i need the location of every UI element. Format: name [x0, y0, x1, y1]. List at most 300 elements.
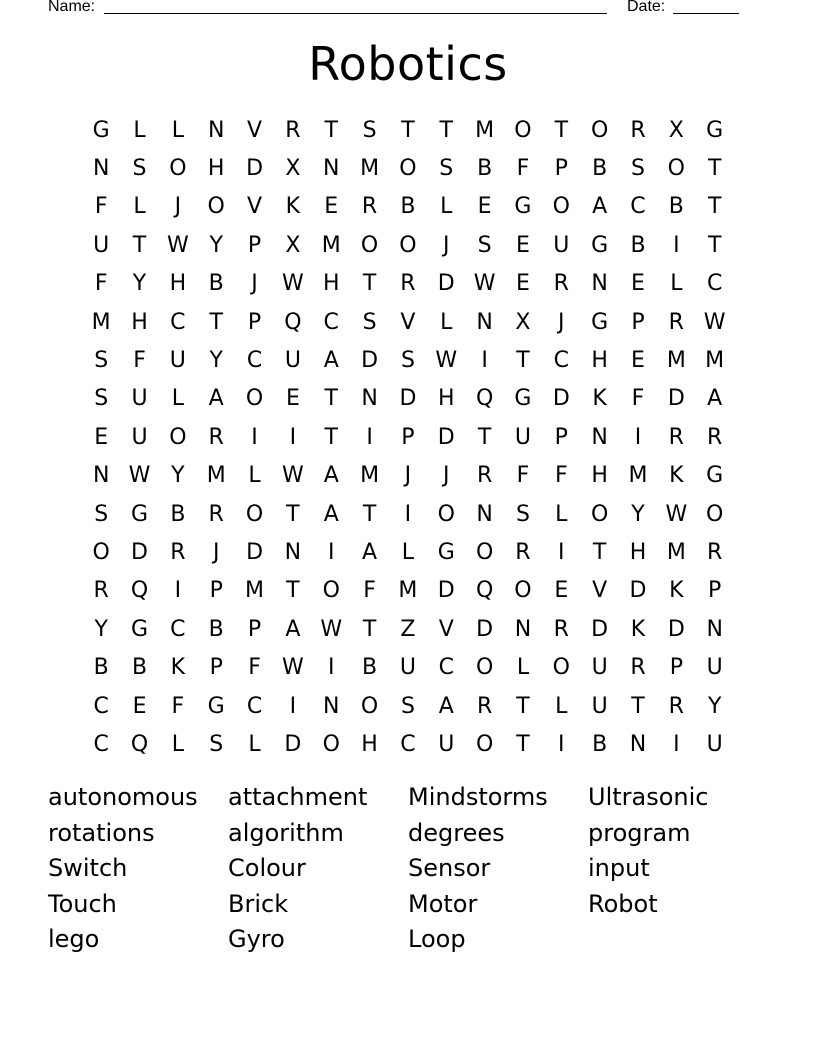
grid-letter: K: [669, 463, 684, 489]
grid-letter: P: [669, 655, 683, 681]
grid-letter: D: [437, 424, 455, 450]
grid-letter: T: [631, 693, 645, 719]
grid-letter: Y: [631, 501, 645, 527]
grid-letter: J: [174, 194, 182, 220]
grid-letter: D: [246, 539, 264, 565]
grid-letter: C: [438, 655, 454, 681]
grid-letter: R: [208, 501, 224, 527]
grid-letter: Y: [132, 271, 147, 297]
grid-letter: E: [554, 578, 569, 604]
grid-letter: D: [246, 156, 264, 182]
grid-letter: A: [592, 194, 608, 220]
grid-letter: G: [591, 232, 609, 258]
word-bank-item: Sensor: [408, 854, 491, 883]
grid-letter: N: [476, 309, 493, 335]
grid-letter: N: [629, 731, 647, 757]
grid-letter: B: [170, 501, 186, 527]
grid-letter: N: [207, 117, 225, 143]
grid-letter: R: [515, 539, 531, 565]
grid-letter: T: [707, 156, 722, 182]
grid-letter: N: [514, 616, 532, 642]
grid-letter: R: [668, 693, 684, 719]
grid-letter: U: [514, 424, 531, 450]
grid-letter: C: [706, 271, 723, 297]
word-bank-item: Robot: [588, 889, 658, 918]
grid-letter: G: [92, 117, 110, 143]
grid-letter: D: [591, 616, 609, 642]
word-bank-item: attachment: [228, 783, 368, 811]
grid-letter: M: [705, 348, 725, 374]
grid-letter: W: [473, 271, 496, 297]
grid-letter: K: [592, 386, 607, 412]
word-bank-item: Ultrasonic: [588, 783, 709, 811]
grid-letter: N: [92, 463, 110, 489]
grid-letter: X: [285, 156, 301, 182]
word-bank-item: Gyro: [228, 925, 285, 954]
grid-letter: T: [362, 501, 377, 527]
grid-letter: N: [591, 271, 608, 297]
grid-letter: U: [169, 348, 186, 374]
grid-letter: U: [591, 655, 608, 681]
grid-letter: H: [207, 156, 225, 182]
grid-letter: M: [245, 578, 265, 604]
grid-letter: M: [628, 463, 648, 489]
grid-letter: D: [361, 348, 379, 374]
grid-letter: C: [93, 731, 109, 757]
grid-row: [82, 188, 734, 226]
grid-letter: R: [668, 309, 684, 335]
grid-letter: M: [206, 463, 226, 489]
grid-letter: U: [438, 731, 455, 757]
grid-letter: O: [514, 117, 532, 143]
grid-letter: N: [706, 616, 723, 642]
grid-letter: P: [401, 424, 415, 450]
grid-letter: Y: [171, 463, 185, 489]
grid-letter: U: [131, 424, 148, 450]
grid-letter: P: [708, 578, 722, 604]
grid-letter: W: [665, 501, 688, 527]
grid-letter: G: [591, 309, 609, 335]
grid-letter: T: [324, 117, 338, 143]
grid-letter: R: [707, 539, 723, 565]
grid-letter: D: [476, 616, 494, 642]
grid-letter: S: [631, 156, 645, 182]
grid-letter: A: [362, 539, 378, 565]
grid-letter: N: [361, 386, 378, 412]
grid-letter: F: [171, 693, 185, 719]
grid-letter: N: [284, 539, 302, 565]
grid-row: [82, 648, 734, 686]
grid-letter: C: [553, 348, 569, 374]
grid-letter: W: [320, 616, 343, 642]
grid-letter: O: [245, 386, 264, 412]
grid-letter: T: [286, 501, 300, 527]
grid-letter: B: [592, 156, 608, 182]
grid-letter: O: [552, 194, 570, 220]
grid-letter: O: [706, 501, 724, 527]
grid-letter: U: [706, 731, 723, 757]
grid-letter: O: [207, 194, 225, 220]
grid-letter: M: [91, 309, 111, 335]
grid-letter: T: [324, 386, 338, 412]
grid-letter: Y: [209, 232, 223, 258]
grid-letter: S: [94, 386, 109, 412]
grid-row: [82, 149, 734, 187]
grid-letter: S: [400, 693, 415, 719]
grid-letter: I: [174, 578, 182, 604]
grid-letter: B: [668, 194, 684, 220]
grid-letter: R: [476, 463, 493, 489]
grid-letter: V: [247, 117, 263, 143]
grid-letter: T: [592, 539, 607, 565]
grid-letter: O: [590, 501, 609, 527]
grid-letter: L: [670, 271, 683, 297]
grid-letter: J: [443, 232, 450, 258]
grid-letter: J: [558, 309, 565, 335]
grid-letter: S: [132, 156, 147, 182]
grid-letter: U: [93, 232, 110, 258]
grid-letter: S: [400, 348, 415, 374]
grid-letter: R: [630, 117, 646, 143]
grid-letter: I: [673, 232, 680, 258]
grid-letter: L: [555, 693, 568, 719]
grid-row: [82, 687, 734, 725]
grid-row: [82, 572, 734, 610]
grid-letter: L: [171, 731, 184, 757]
grid-letter: P: [554, 424, 568, 450]
grid-letter: Z: [400, 616, 416, 642]
grid-letter: U: [131, 386, 148, 412]
grid-letter: S: [94, 348, 109, 374]
grid-letter: O: [399, 156, 417, 182]
grid-letter: O: [590, 117, 609, 143]
grid-letter: R: [285, 117, 301, 143]
grid-letter: O: [437, 501, 455, 527]
date-blank-line: [673, 13, 739, 14]
grid-letter: T: [516, 693, 530, 719]
grid-letter: A: [707, 386, 723, 412]
grid-letter: T: [132, 232, 147, 258]
grid-letter: T: [554, 117, 569, 143]
grid-letter: T: [401, 117, 415, 143]
grid-letter: O: [360, 693, 379, 719]
grid-letter: T: [209, 309, 223, 335]
grid-letter: N: [323, 693, 340, 719]
grid-letter: W: [282, 463, 304, 489]
grid-letter: T: [362, 271, 377, 297]
grid-letter: Y: [94, 616, 108, 642]
grid-letter: P: [554, 156, 568, 182]
word-bank-item: Brick: [228, 889, 289, 918]
grid-letter: I: [289, 424, 297, 450]
grid-letter: F: [516, 463, 530, 489]
word-bank-item: input: [588, 854, 650, 883]
grid-letter: B: [400, 194, 416, 220]
grid-letter: N: [92, 156, 110, 182]
grid-letter: P: [247, 309, 262, 335]
grid-letter: O: [475, 655, 494, 681]
grid-letter: D: [552, 386, 570, 412]
grid-letter: E: [477, 194, 492, 220]
date-label: Date:: [627, 0, 666, 15]
grid-letter: D: [284, 731, 302, 757]
grid-letter: R: [553, 271, 569, 297]
grid-letter: M: [360, 463, 380, 489]
grid-letter: E: [631, 348, 645, 374]
grid-letter: W: [282, 655, 304, 681]
grid-row: [82, 725, 734, 763]
grid-letter: T: [477, 424, 492, 450]
grid-letter: S: [477, 232, 492, 258]
grid-letter: J: [443, 463, 450, 489]
grid-letter: M: [398, 578, 418, 604]
grid-row: [82, 610, 734, 648]
grid-letter: S: [362, 117, 377, 143]
grid-letter: H: [591, 463, 608, 489]
grid-letter: T: [286, 578, 300, 604]
word-bank-item: Mindstorms: [408, 783, 548, 811]
grid-letter: L: [248, 463, 261, 489]
grid-letter: I: [558, 539, 565, 565]
word-bank-item: rotations: [48, 818, 155, 847]
grid-letter: X: [668, 117, 684, 143]
grid-letter: F: [554, 463, 568, 489]
grid-letter: F: [133, 348, 146, 374]
word-bank-item: program: [588, 818, 691, 847]
grid-letter: O: [322, 731, 340, 757]
grid-letter: U: [553, 232, 570, 258]
grid-row: [82, 226, 734, 264]
grid-letter: B: [93, 655, 109, 681]
grid-letter: M: [475, 117, 495, 143]
grid-letter: T: [362, 616, 377, 642]
grid-letter: K: [630, 616, 646, 642]
grid-letter: R: [630, 655, 646, 681]
grid-letter: J: [404, 463, 412, 489]
grid-letter: W: [703, 309, 726, 335]
grid-letter: C: [246, 348, 263, 374]
word-bank-item: Loop: [408, 925, 466, 954]
grid-letter: F: [631, 386, 645, 412]
grid-letter: R: [400, 271, 416, 297]
grid-letter: B: [630, 232, 646, 258]
grid-letter: I: [481, 348, 488, 374]
page-title: Robotics: [308, 37, 508, 91]
grid-letter: A: [285, 616, 301, 642]
grid-letter: S: [515, 501, 530, 527]
grid-letter: K: [285, 194, 301, 220]
grid-letter: G: [437, 539, 455, 565]
grid-letter: E: [324, 194, 339, 220]
grid-letter: G: [130, 616, 149, 642]
grid-letter: W: [128, 463, 151, 489]
grid-letter: I: [404, 501, 412, 527]
grid-letter: F: [94, 271, 108, 297]
grid-letter: A: [438, 693, 454, 719]
grid-letter: G: [514, 386, 532, 412]
grid-letter: U: [591, 693, 608, 719]
grid-letter: W: [166, 232, 189, 258]
word-bank-item: degrees: [408, 818, 505, 847]
grid-letter: D: [399, 386, 417, 412]
grid-letter: M: [666, 348, 686, 374]
grid-letter: Q: [475, 578, 494, 604]
grid-letter: H: [629, 539, 647, 565]
grid-letter: C: [170, 616, 186, 642]
grid-row: [82, 457, 734, 495]
grid-letter: T: [516, 731, 530, 757]
grid-letter: I: [366, 424, 373, 450]
grid-letter: E: [132, 693, 147, 719]
grid-letter: C: [93, 693, 109, 719]
grid-letter: B: [208, 271, 224, 297]
grid-letter: X: [515, 309, 531, 335]
grid-letter: U: [399, 655, 416, 681]
word-bank: [48, 780, 768, 958]
grid-letter: B: [362, 655, 378, 681]
grid-letter: O: [475, 731, 494, 757]
grid-letter: O: [552, 655, 570, 681]
grid-letter: D: [437, 578, 455, 604]
grid-letter: W: [435, 348, 458, 374]
letter-grid: [82, 111, 734, 764]
grid-letter: L: [440, 309, 453, 335]
grid-letter: D: [629, 578, 647, 604]
grid-letter: B: [131, 655, 148, 681]
grid-letter: S: [362, 309, 377, 335]
grid-letter: F: [363, 578, 376, 604]
grid-letter: O: [514, 578, 532, 604]
grid-letter: R: [707, 424, 723, 450]
grid-letter: E: [631, 271, 645, 297]
grid-letter: G: [706, 117, 724, 143]
grid-letter: H: [361, 731, 378, 757]
grid-letter: F: [94, 194, 108, 220]
grid-letter: S: [439, 156, 454, 182]
grid-letter: F: [248, 655, 261, 681]
grid-letter: D: [437, 271, 455, 297]
name-blank-line: [104, 13, 607, 14]
grid-row: [82, 495, 734, 533]
grid-row: [82, 265, 734, 303]
word-bank-item: Touch: [48, 889, 117, 918]
grid-letter: O: [92, 539, 110, 565]
grid-letter: R: [476, 693, 493, 719]
grid-letter: K: [170, 655, 186, 681]
grid-letter: C: [246, 693, 263, 719]
grid-letter: L: [171, 386, 184, 412]
grid-letter: O: [245, 501, 264, 527]
grid-letter: M: [321, 232, 341, 258]
grid-letter: U: [706, 655, 723, 681]
grid-letter: Q: [475, 386, 494, 412]
grid-letter: Y: [707, 693, 722, 719]
grid-letter: D: [667, 386, 685, 412]
grid-letter: C: [170, 309, 186, 335]
grid-letter: E: [94, 424, 109, 450]
grid-letter: W: [282, 271, 304, 297]
grid-letter: N: [323, 156, 340, 182]
grid-letter: O: [399, 232, 417, 258]
grid-letter: H: [169, 271, 187, 297]
grid-letter: B: [208, 616, 224, 642]
grid-letter: N: [476, 501, 493, 527]
grid-letter: X: [285, 232, 301, 258]
grid-row: [82, 533, 734, 571]
grid-letter: T: [516, 348, 530, 374]
grid-letter: F: [516, 156, 530, 182]
grid-letter: S: [209, 731, 224, 757]
name-label: Name:: [48, 0, 96, 15]
grid-letter: Q: [130, 731, 149, 757]
grid-letter: B: [477, 156, 493, 182]
grid-letter: L: [133, 194, 146, 220]
grid-letter: G: [207, 693, 225, 719]
grid-letter: T: [707, 194, 722, 220]
grid-letter: I: [558, 731, 565, 757]
grid-letter: R: [93, 578, 109, 604]
word-bank-item: Switch: [48, 854, 128, 883]
grid-letter: E: [516, 232, 530, 258]
grid-letter: C: [400, 731, 416, 757]
grid-letter: T: [324, 424, 338, 450]
grid-letter: B: [592, 731, 608, 757]
grid-letter: R: [208, 424, 224, 450]
grid-letter: O: [667, 156, 685, 182]
grid-letter: H: [437, 386, 455, 412]
grid-letter: A: [323, 463, 339, 489]
word-bank-item: autonomous: [48, 783, 198, 811]
grid-letter: P: [209, 655, 223, 681]
grid-letter: Y: [209, 348, 223, 374]
grid-letter: I: [634, 424, 642, 450]
word-bank-item: Motor: [408, 889, 478, 918]
grid-letter: J: [251, 271, 258, 297]
grid-letter: A: [208, 386, 224, 412]
grid-row: [82, 111, 734, 149]
grid-letter: L: [133, 117, 146, 143]
grid-letter: L: [171, 117, 184, 143]
grid-letter: A: [323, 348, 339, 374]
grid-letter: T: [707, 232, 722, 258]
grid-letter: I: [327, 539, 335, 565]
grid-letter: P: [247, 232, 262, 258]
word-bank-item: Colour: [228, 854, 306, 883]
grid-letter: R: [668, 424, 684, 450]
grid-letter: N: [591, 424, 608, 450]
grid-letter: U: [284, 348, 301, 374]
grid-letter: R: [553, 616, 569, 642]
grid-letter: C: [323, 309, 339, 335]
grid-letter: H: [591, 348, 608, 374]
grid-letter: Q: [284, 309, 302, 335]
grid-letter: J: [212, 539, 220, 565]
grid-letter: Q: [130, 578, 149, 604]
grid-letter: O: [322, 578, 340, 604]
grid-letter: C: [630, 194, 646, 220]
grid-letter: I: [327, 655, 335, 681]
grid-row: [82, 418, 734, 456]
grid-letter: L: [440, 194, 453, 220]
grid-letter: H: [131, 309, 148, 335]
grid-letter: V: [247, 194, 263, 220]
grid-letter: T: [439, 117, 453, 143]
grid-letter: O: [475, 539, 494, 565]
grid-letter: E: [516, 271, 530, 297]
grid-letter: V: [592, 578, 608, 604]
grid-letter: G: [706, 463, 724, 489]
grid-letter: M: [360, 156, 380, 182]
